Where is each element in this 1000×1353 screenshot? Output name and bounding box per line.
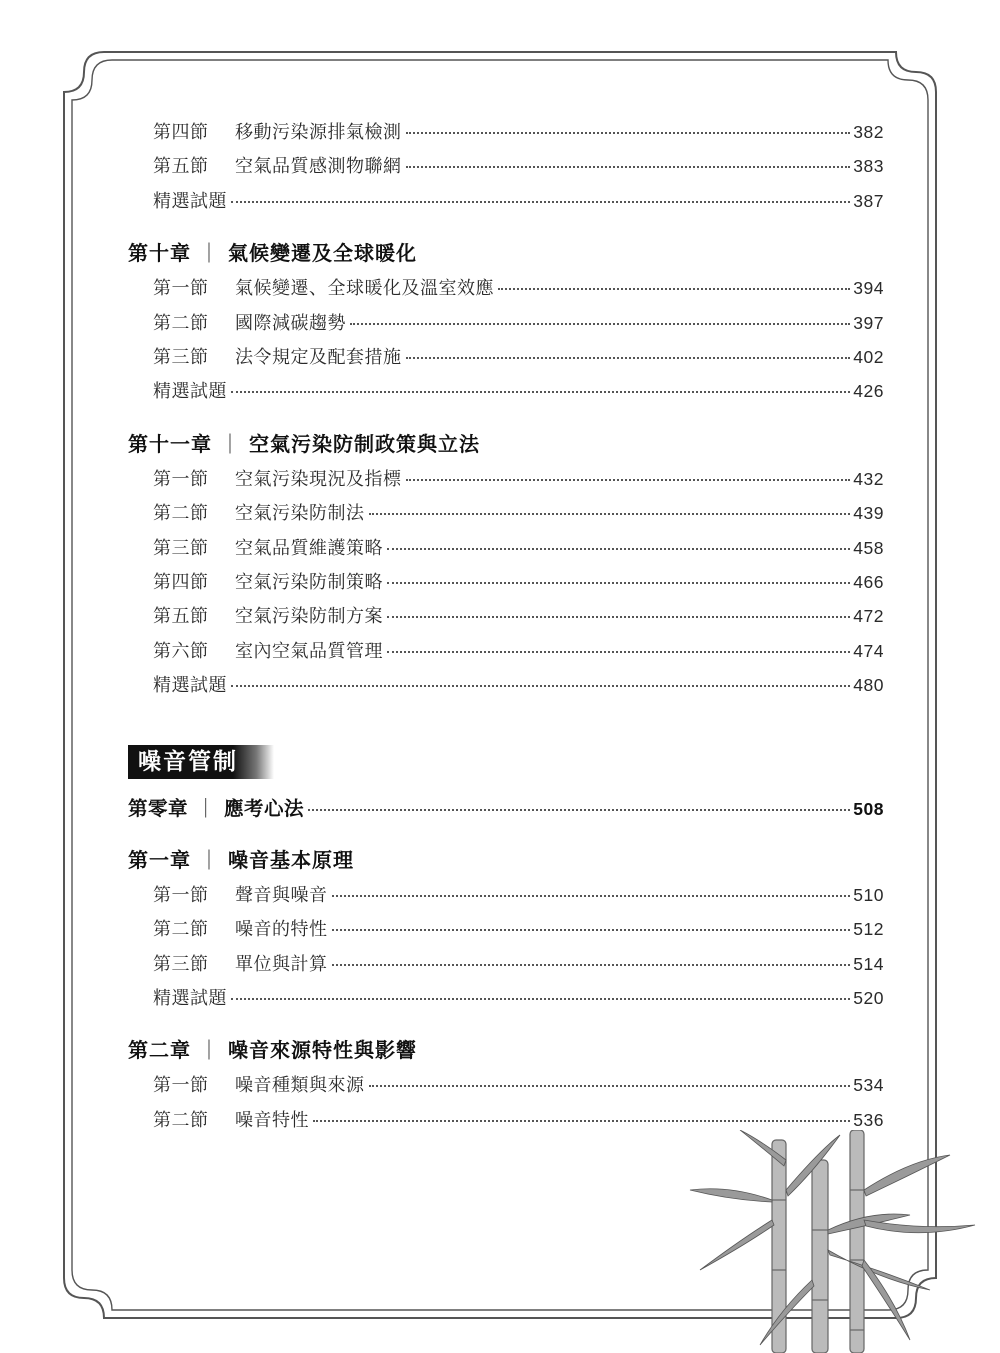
chapter-heading <box>128 427 884 461</box>
section-number: 第二節 <box>153 919 209 941</box>
chapter-heading <box>128 236 884 270</box>
toc-entry-section <box>128 915 884 949</box>
section-title: 精選試題 <box>153 675 227 697</box>
toc-entry-section <box>128 309 884 343</box>
section-number: 第一節 <box>153 884 209 906</box>
section-title: 聲音與噪音 <box>235 884 328 906</box>
leader-dots <box>387 616 850 618</box>
chapter-separator: ｜ <box>199 241 220 266</box>
section-title: 移動污染源排氣檢測 <box>235 122 402 143</box>
toc-entry-exercises <box>128 671 884 705</box>
section-title: 精選試題 <box>153 988 227 1010</box>
leader-dots <box>387 548 850 550</box>
chapter-number: 第十一章 <box>128 431 212 456</box>
page-number: 520 <box>853 988 884 1009</box>
section-title: 精選試題 <box>153 381 227 403</box>
section-number: 第二節 <box>153 312 209 334</box>
page-number: 383 <box>853 156 884 177</box>
section-title: 室內空氣品質管理 <box>235 640 383 662</box>
section-number: 第三節 <box>153 346 209 368</box>
page-number: 397 <box>853 312 884 333</box>
page-number: 534 <box>853 1075 884 1096</box>
page-number: 508 <box>853 799 884 820</box>
page-number: 480 <box>853 675 884 696</box>
toc-entry-section <box>128 637 884 671</box>
toc-entry-exercises <box>128 187 884 221</box>
chapter-number: 第十章 <box>128 241 191 266</box>
toc-entry-section <box>128 950 884 984</box>
leader-dots <box>231 391 850 393</box>
section-title: 氣候變遷、全球暖化及溫室效應 <box>235 278 494 300</box>
chapter-separator: ｜ <box>199 1038 220 1063</box>
chapter-title: 噪音來源特性與影響 <box>228 1038 417 1063</box>
leader-dots <box>231 201 850 203</box>
toc-entry-section <box>128 602 884 636</box>
leader-dots <box>231 685 850 687</box>
chapter-number: 第二章 <box>128 1038 191 1063</box>
chapter-number: 第一章 <box>128 847 191 872</box>
section-number: 第五節 <box>153 606 209 628</box>
section-title: 噪音種類與來源 <box>235 1075 365 1097</box>
leader-dots <box>369 1085 851 1087</box>
section-title: 精選試題 <box>153 190 227 212</box>
chapter-heading <box>128 843 884 877</box>
chapter-separator: ｜ <box>196 797 217 821</box>
section-number: 第一節 <box>153 1075 209 1097</box>
chapter-separator: ｜ <box>220 431 241 456</box>
section-number: 第五節 <box>153 156 209 178</box>
section-number: 第四節 <box>153 122 209 143</box>
page-number: 394 <box>853 278 884 299</box>
section-title: 空氣品質感測物聯網 <box>235 156 402 178</box>
leader-dots <box>332 929 851 931</box>
section-title: 空氣污染防制法 <box>235 503 365 525</box>
leader-dots <box>308 809 850 811</box>
leader-dots <box>406 357 851 359</box>
page-number: 512 <box>853 919 884 940</box>
toc-entry-exercises <box>128 984 884 1018</box>
section-title: 空氣污染防制策略 <box>235 571 383 593</box>
section-number: 第二節 <box>153 503 209 525</box>
page-number: 536 <box>853 1109 884 1130</box>
chapter-number: 第零章 <box>128 797 189 821</box>
toc-entry-section <box>128 499 884 533</box>
chapter-title: 應考心法 <box>224 797 305 821</box>
bamboo-illustration <box>680 1130 980 1353</box>
toc-entry-chapter <box>128 793 884 827</box>
section-number: 第四節 <box>153 571 209 593</box>
section-number: 第六節 <box>153 640 209 662</box>
page-number: 402 <box>853 346 884 367</box>
leader-dots <box>406 479 851 481</box>
toc-entry-section <box>128 152 884 186</box>
section-number: 第三節 <box>153 953 209 975</box>
leader-dots <box>332 964 851 966</box>
section-title: 噪音的特性 <box>235 919 328 941</box>
toc-entry-section <box>128 343 884 377</box>
page-number: 432 <box>853 468 884 489</box>
chapter-heading <box>128 1033 884 1067</box>
page-number: 426 <box>853 381 884 402</box>
toc-entry-section <box>128 1071 884 1105</box>
page-number: 387 <box>853 190 884 211</box>
section-number: 第一節 <box>153 468 209 490</box>
leader-dots <box>387 651 850 653</box>
toc-entry-section <box>128 274 884 308</box>
leader-dots <box>406 166 851 168</box>
page-number: 472 <box>853 606 884 627</box>
section-number: 第三節 <box>153 537 209 559</box>
toc-entry-section <box>128 118 884 152</box>
page-number: 382 <box>853 122 884 142</box>
page-number: 439 <box>853 503 884 524</box>
table-of-contents <box>128 118 884 1140</box>
page-number: 514 <box>853 953 884 974</box>
toc-entry-exercises <box>128 377 884 411</box>
leader-dots <box>313 1120 850 1122</box>
chapter-title: 氣候變遷及全球暖化 <box>228 241 417 266</box>
section-title: 單位與計算 <box>235 953 328 975</box>
toc-entry-section <box>128 465 884 499</box>
page-number: 474 <box>853 640 884 661</box>
chapter-title: 空氣污染防制政策與立法 <box>249 431 480 456</box>
toc-entry-section <box>128 534 884 568</box>
section-title: 國際減碳趨勢 <box>235 312 346 334</box>
section-title: 噪音特性 <box>235 1109 309 1131</box>
leader-dots <box>231 998 850 1000</box>
page-number: 466 <box>853 571 884 592</box>
page-number: 510 <box>853 884 884 905</box>
toc-entry-section <box>128 568 884 602</box>
page-number: 458 <box>853 537 884 558</box>
section-number: 第一節 <box>153 278 209 300</box>
chapter-title: 噪音基本原理 <box>228 847 354 872</box>
leader-dots <box>350 323 850 325</box>
chapter-separator: ｜ <box>199 847 220 872</box>
leader-dots <box>406 132 851 134</box>
leader-dots <box>369 513 851 515</box>
section-number: 第二節 <box>153 1109 209 1131</box>
leader-dots <box>332 895 851 897</box>
section-title: 空氣污染現況及指標 <box>235 468 402 490</box>
leader-dots <box>498 288 850 290</box>
section-title: 法令規定及配套措施 <box>235 346 402 368</box>
leader-dots <box>387 582 850 584</box>
section-title: 空氣品質維護策略 <box>235 537 383 559</box>
section-title: 空氣污染防制方案 <box>235 606 383 628</box>
toc-entry-section <box>128 881 884 915</box>
section-banner-noise-control: 噪音管制 <box>128 745 274 779</box>
